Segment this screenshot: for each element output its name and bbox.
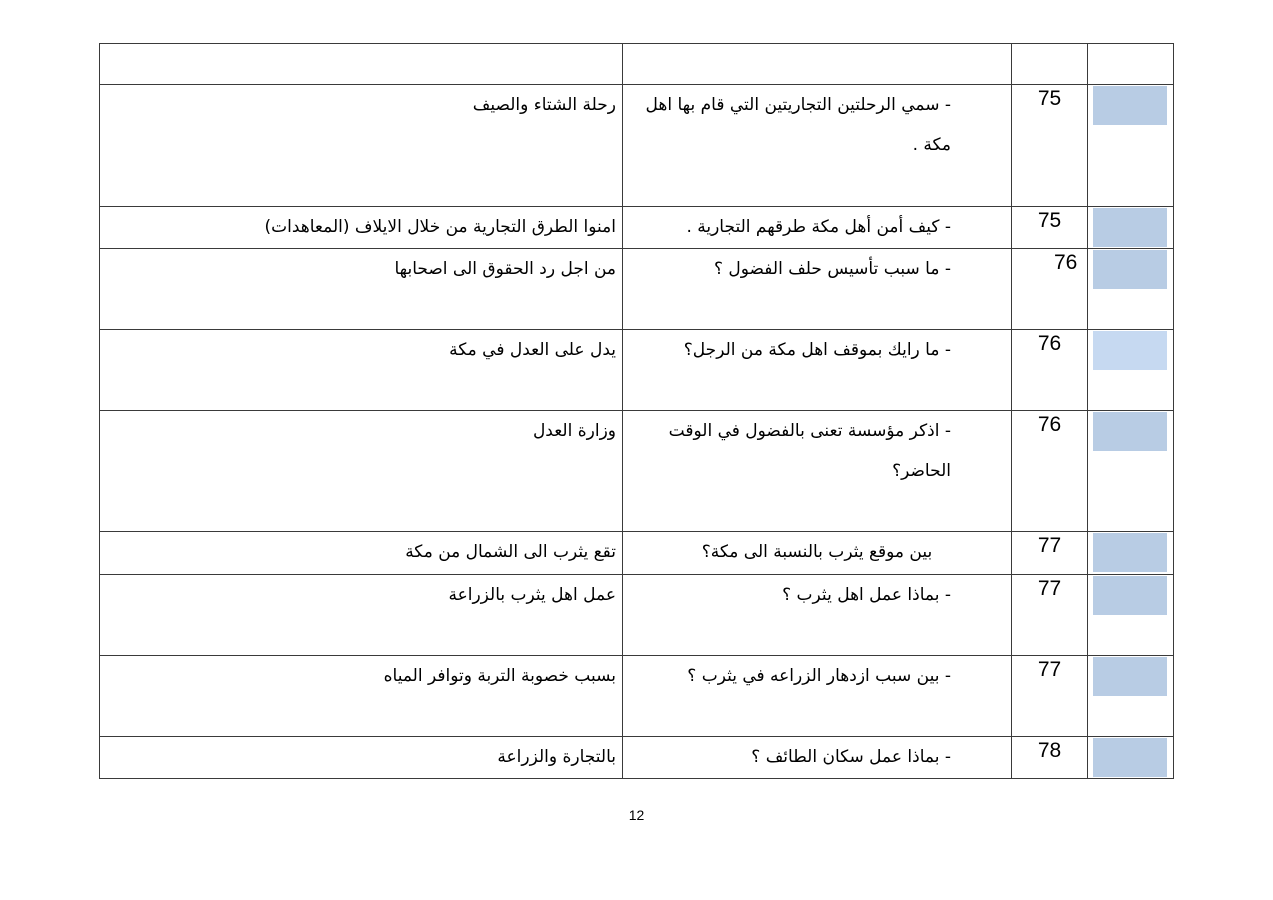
table-row bbox=[100, 411, 1174, 532]
answer-cell: عمل اهل يثرب بالزراعة bbox=[100, 575, 623, 656]
table-row bbox=[100, 249, 1174, 330]
mark-cell bbox=[1088, 411, 1174, 532]
question-cell bbox=[623, 44, 1012, 85]
page-ref-cell: 76 bbox=[1012, 330, 1088, 411]
mark-cell bbox=[1088, 737, 1174, 779]
highlight-box bbox=[1093, 86, 1167, 125]
question-cell: - اذكر مؤسسة تعنى بالفضول في الوقت الحاضر؟ bbox=[623, 411, 1012, 532]
page-ref-cell: 75 bbox=[1012, 207, 1088, 249]
table-row bbox=[100, 532, 1174, 575]
answer-cell: امنوا الطرق التجارية من خلال الايلاف (المعاهدات) bbox=[100, 207, 623, 249]
table-row bbox=[100, 207, 1174, 249]
question-cell: - سمي الرحلتين التجاريتين التي قام بها اهل مكة . bbox=[623, 85, 1012, 207]
mark-cell bbox=[1088, 656, 1174, 737]
answer-cell: وزارة العدل bbox=[100, 411, 623, 532]
page-ref-cell: 77 bbox=[1012, 575, 1088, 656]
table-row bbox=[100, 737, 1174, 779]
question-cell: - ما رايك بموقف اهل مكة من الرجل؟ bbox=[623, 330, 1012, 411]
page-number: 12 bbox=[628, 807, 645, 823]
highlight-box bbox=[1093, 738, 1167, 777]
highlight-box bbox=[1093, 533, 1167, 572]
question-cell: - بماذا عمل اهل يثرب ؟ bbox=[623, 575, 1012, 656]
mark-cell bbox=[1088, 575, 1174, 656]
question-cell: - كيف أمن أهل مكة طرقهم التجارية . bbox=[623, 207, 1012, 249]
highlight-box bbox=[1093, 576, 1167, 615]
answer-cell: تقع يثرب الى الشمال من مكة bbox=[100, 532, 623, 575]
answer-cell: يدل على العدل في مكة bbox=[100, 330, 623, 411]
question-cell: - ما سبب تأسيس حلف الفضول ؟ bbox=[623, 249, 1012, 330]
table-row bbox=[100, 575, 1174, 656]
highlight-box bbox=[1093, 250, 1167, 289]
highlight-box bbox=[1093, 657, 1167, 696]
mark-cell bbox=[1088, 85, 1174, 207]
page-ref-cell: 77 bbox=[1012, 656, 1088, 737]
answer-cell bbox=[100, 44, 623, 85]
page-ref-cell: 75 bbox=[1012, 85, 1088, 207]
table-row bbox=[100, 330, 1174, 411]
mark-cell bbox=[1088, 249, 1174, 330]
page-ref-cell: 78 bbox=[1012, 737, 1088, 779]
page-ref-cell: 76 bbox=[1012, 411, 1088, 532]
highlight-box bbox=[1093, 412, 1167, 451]
question-cell: - بماذا عمل سكان الطائف ؟ bbox=[623, 737, 1012, 779]
answer-cell: بسبب خصوبة التربة وتوافر المياه bbox=[100, 656, 623, 737]
mark-cell bbox=[1088, 207, 1174, 249]
mark-cell bbox=[1088, 532, 1174, 575]
page-ref-cell: 76 bbox=[1012, 249, 1088, 330]
table-row bbox=[100, 656, 1174, 737]
question-cell: بين موقع يثرب بالنسبة الى مكة؟ bbox=[623, 532, 1012, 575]
highlight-box bbox=[1093, 331, 1167, 370]
table-row bbox=[100, 44, 1174, 85]
page-ref-cell bbox=[1012, 44, 1088, 85]
highlight-box bbox=[1093, 208, 1167, 247]
page-ref-cell: 77 bbox=[1012, 532, 1088, 575]
answer-cell: بالتجارة والزراعة bbox=[100, 737, 623, 779]
mark-cell bbox=[1088, 44, 1174, 85]
question-cell: - بين سبب ازدهار الزراعه في يثرب ؟ bbox=[623, 656, 1012, 737]
mark-cell bbox=[1088, 330, 1174, 411]
table-row bbox=[100, 85, 1174, 207]
questions-table bbox=[99, 43, 1174, 779]
answer-cell: من اجل رد الحقوق الى اصحابها bbox=[100, 249, 623, 330]
answer-cell: رحلة الشتاء والصيف bbox=[100, 85, 623, 207]
